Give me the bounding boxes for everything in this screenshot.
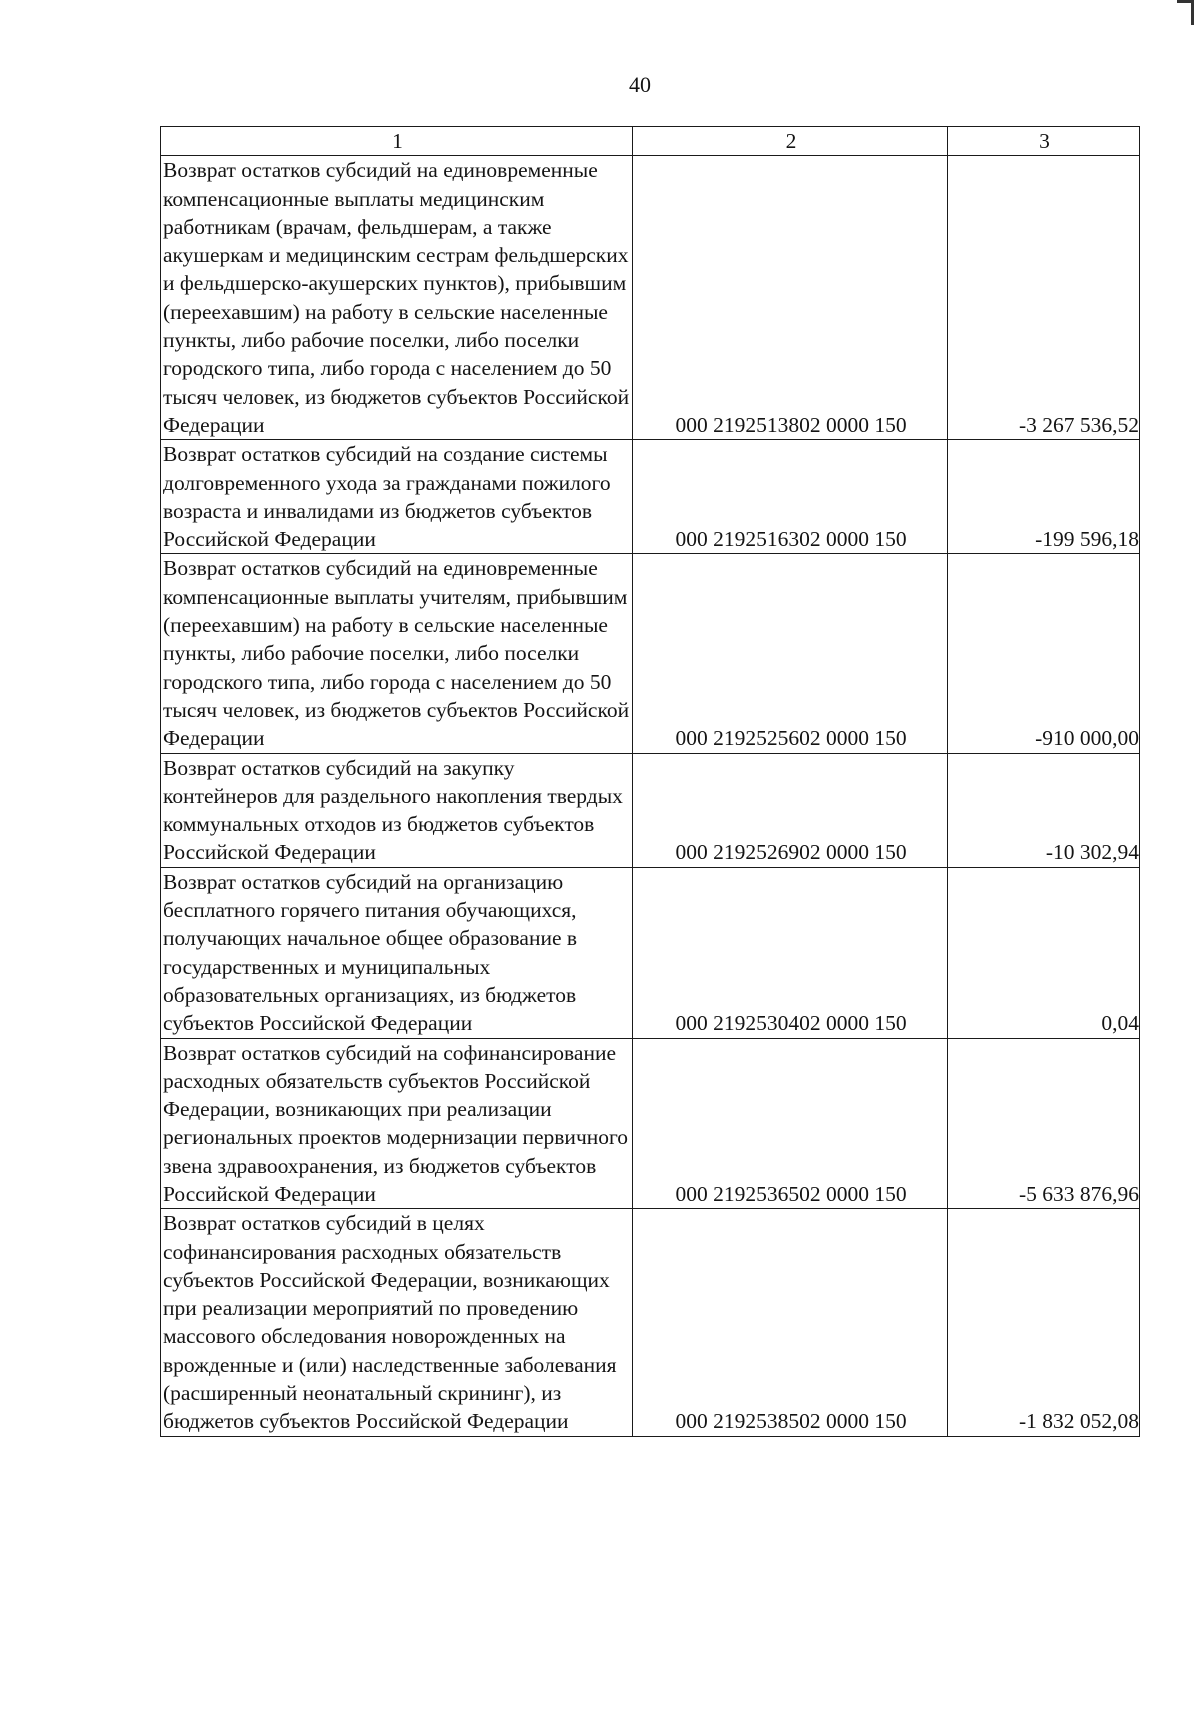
table-header-row (161, 127, 1140, 156)
row-amount: -199 596,18 (948, 440, 1140, 554)
row-budget-code: 000 2192536502 0000 150 (633, 1038, 948, 1209)
row-description: Возврат остатков субсидий на организацию бесплатного горячего питания обучающихся, получающих начальное общее образование в государственных и муниципальных образовательных организациях, из бюджетов субъектов Российской Федерации (161, 867, 633, 1038)
page-number: 40 (629, 72, 651, 97)
table-row (161, 867, 1140, 1038)
table-row (161, 1209, 1140, 1436)
table-row (161, 753, 1140, 867)
row-description: Возврат остатков субсидий на закупку контейнеров для раздельного накопления твердых коммунальных отходов из бюджетов субъектов Российской Федерации (161, 753, 633, 867)
budget-table (160, 126, 1140, 1437)
row-description: Возврат остатков субсидий на софинансирование расходных обязательств субъектов Российской Федерации, возникающих при реализации региональных проектов модернизации первичного звена здравоохранения, из бюджетов субъектов Российской Федерации (161, 1038, 633, 1209)
row-description: Возврат остатков субсидий на единовременные компенсационные выплаты медицинским работникам (врачам, фельдшерам, а также акушеркам и медицинским сестрам фельдшерских и фельдшерско-акушерских пунктов), прибывшим (переехавшим) на работу в сельские населенные пункты, либо рабочие поселки, либо поселки городского типа, либо города с населением до 50 тысяч человек, из бюджетов субъектов Российской Федерации (161, 156, 633, 440)
table-row (161, 156, 1140, 440)
row-amount: -910 000,00 (948, 554, 1140, 753)
row-amount: -10 302,94 (948, 753, 1140, 867)
row-description: Возврат остатков субсидий на единовременные компенсационные выплаты учителям, прибывшим (переехавшим) на работу в сельские населенные пункты, либо рабочие поселки, либо поселки городского типа, либо города с населением до 50 тысяч человек, из бюджетов субъектов Российской Федерации (161, 554, 633, 753)
row-budget-code: 000 2192516302 0000 150 (633, 440, 948, 554)
row-amount: -3 267 536,52 (948, 156, 1140, 440)
row-budget-code: 000 2192513802 0000 150 (633, 156, 948, 440)
table-row (161, 1038, 1140, 1209)
row-description: Возврат остатков субсидий на создание системы долговременного ухода за гражданами пожилого возраста и инвалидами из бюджетов субъектов Российской Федерации (161, 440, 633, 554)
row-budget-code: 000 2192526902 0000 150 (633, 753, 948, 867)
row-amount: -5 633 876,96 (948, 1038, 1140, 1209)
row-budget-code: 000 2192525602 0000 150 (633, 554, 948, 753)
row-description: Возврат остатков субсидий в целях софинансирования расходных обязательств субъектов Российской Федерации, возникающих при реализации мероприятий по проведению массового обследования новорожденных на врожденные и (или) наследственные заболевания (расширенный неонатальный скрининг), из бюджетов субъектов Российской Федерации (161, 1209, 633, 1436)
column-header-1: 1 (161, 127, 633, 156)
row-budget-code: 000 2192530402 0000 150 (633, 867, 948, 1038)
table-row (161, 554, 1140, 753)
table-row (161, 440, 1140, 554)
row-amount: -1 832 052,08 (948, 1209, 1140, 1436)
row-budget-code: 000 2192538502 0000 150 (633, 1209, 948, 1436)
column-header-2: 2 (633, 127, 948, 156)
row-amount: 0,04 (948, 867, 1140, 1038)
column-header-3: 3 (948, 127, 1140, 156)
scan-corner-mark (1177, 0, 1194, 25)
